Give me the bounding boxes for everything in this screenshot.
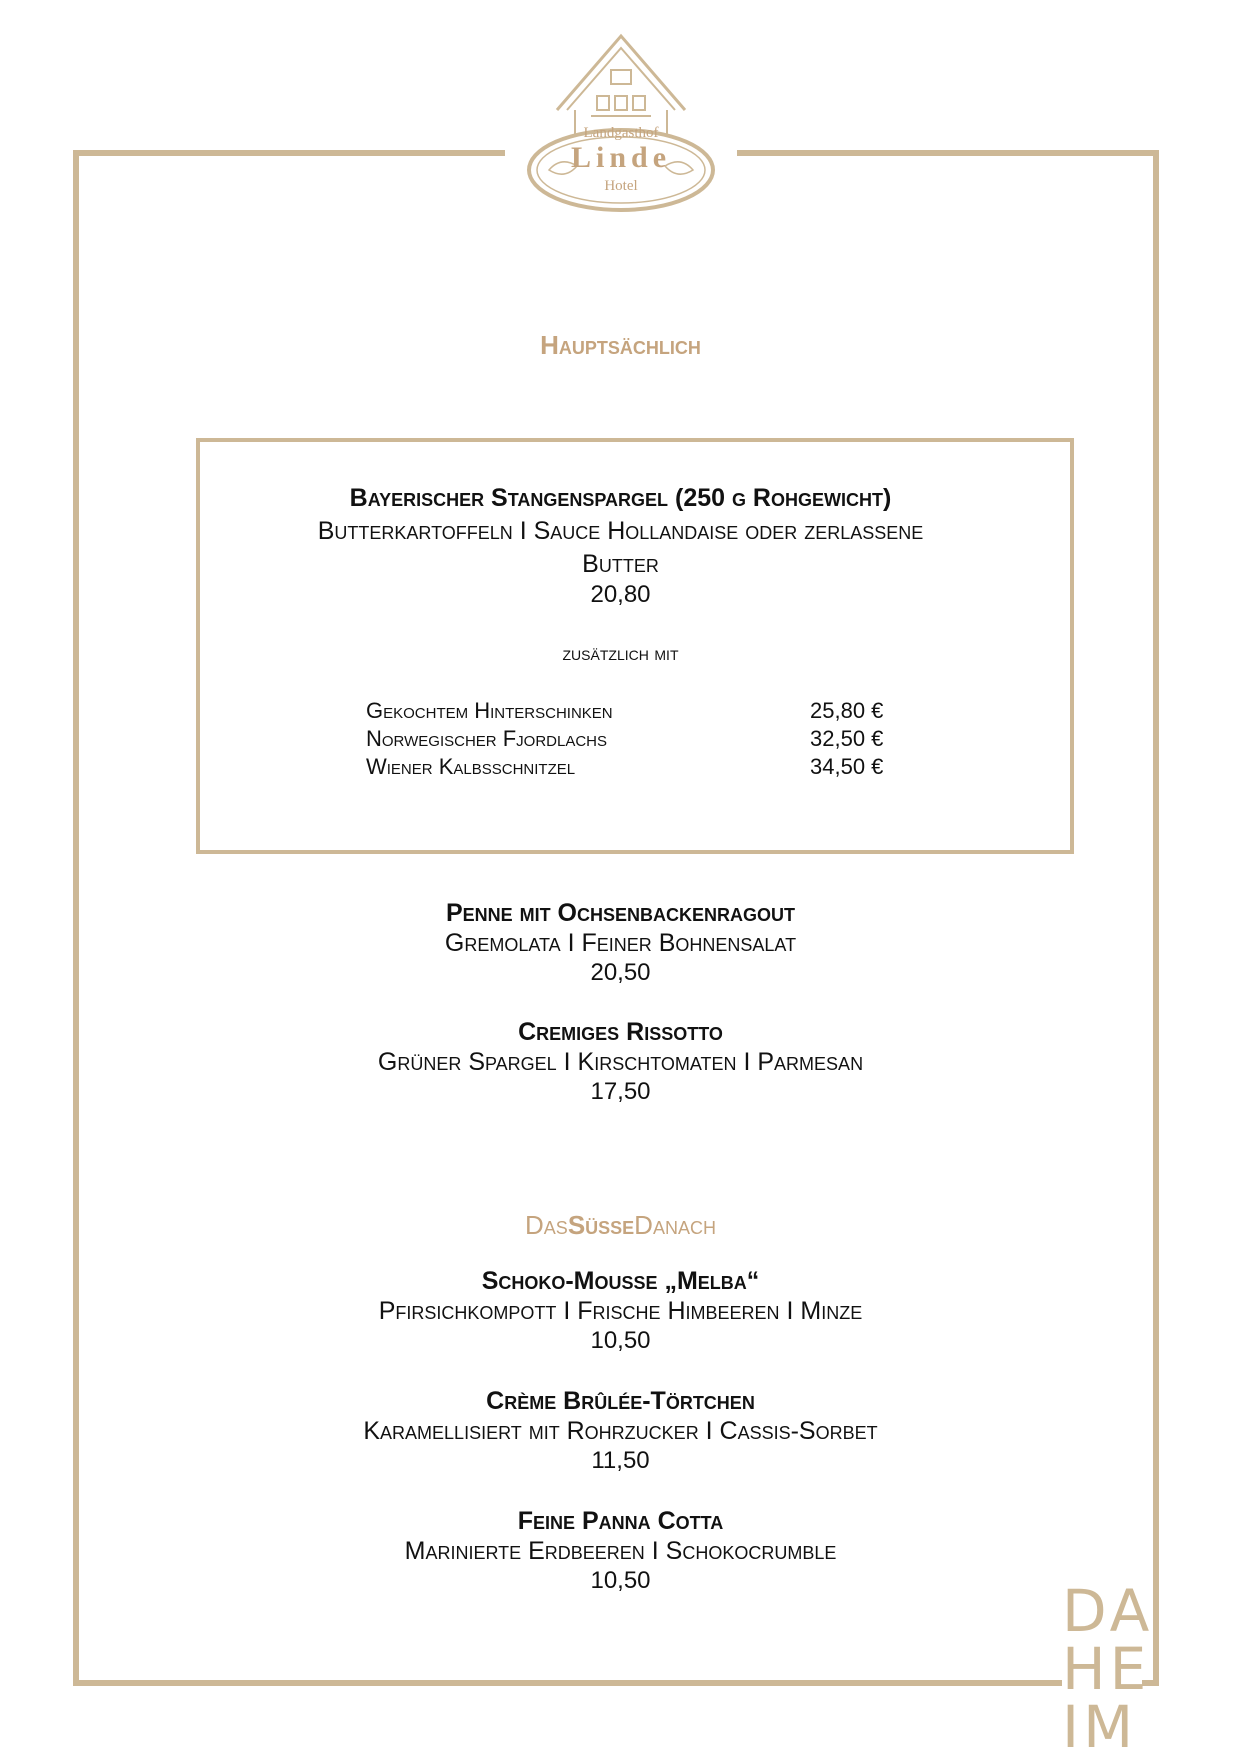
dessert-price: 10,50 [590,1567,651,1594]
featured-price: 20,80 [590,581,651,608]
dessert-title-part2: Süße [567,1210,635,1240]
addon-name: Gekochtem Hinterschinken [366,698,613,723]
addon-name: Wiener Kalbsschnitzel [366,754,576,779]
dessert-name: Crème Brûlée-Törtchen [486,1387,755,1415]
dessert-title-part1: Das [525,1210,568,1240]
featured-desc-line2: Butter [582,550,659,578]
dessert-title-part3: Danach [634,1210,716,1240]
daheim-line3: IM [1062,1693,1138,1761]
hotel-logo [505,30,737,215]
daheim-line2: HE [1062,1635,1151,1703]
dish-desc: Gremolata I Feiner Bohnensalat [444,929,797,957]
daheim-line1: DA [1062,1577,1154,1645]
addon-name: Norwegischer Fjordlachs [366,726,608,751]
logo-line1: Landgasthof [583,125,659,141]
featured-desc-line1: Butterkartoffeln I Sauce Hollandaise oder zerlassene [317,517,924,545]
dish-name: Cremiges Rissotto [518,1018,723,1046]
dish-name: Penne mit Ochsenbackenragout [445,899,796,927]
addon-price: 32,50 € [810,726,884,751]
addon-label: zusätzlich mit [562,643,679,665]
addon-price: 25,80 € [810,698,884,723]
dessert-price: 11,50 [591,1447,650,1474]
dish-price: 20,50 [590,959,651,986]
dessert-price: 10,50 [590,1327,651,1354]
logo-line2: Linde [570,141,672,174]
dessert-desc: Marinierte Erdbeeren I Schokocrumble [404,1537,837,1565]
dish-desc: Grüner Spargel I Kirschtomaten I Parmesan [377,1048,864,1076]
daheim-wordmark [1062,1577,1154,1761]
dessert-desc: Pfirsichkompott I Frische Himbeeren I Minze [378,1297,863,1325]
dessert-desc: Karamellisiert mit Rohrzucker I Cassis-Sorbet [363,1417,878,1445]
dessert-name: Schoko-Mousse „Melba“ [481,1267,760,1295]
dish-price: 17,50 [590,1078,651,1105]
dessert-name: Feine Panna Cotta [517,1507,724,1535]
logo-line3: Hotel [604,178,638,194]
featured-name: Bayerischer Stangenspargel (250 g Rohgewicht) [349,484,892,512]
dessert-section-title [0,1210,1241,1241]
main-section-title: Hauptsächlich [540,330,701,360]
addon-price: 34,50 € [810,754,884,779]
